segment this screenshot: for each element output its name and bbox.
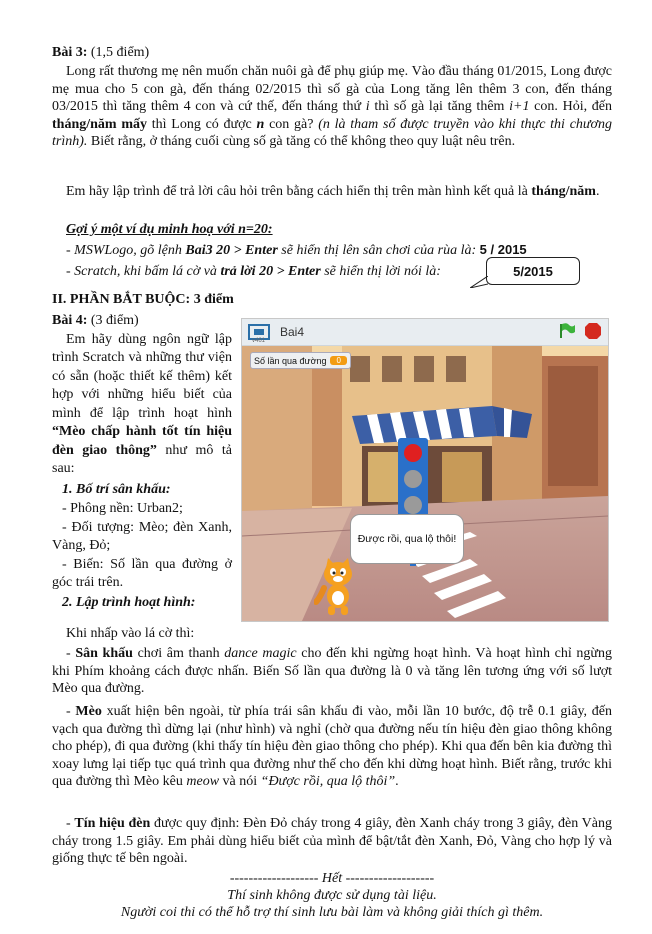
bai4-left-column bbox=[52, 312, 232, 612]
bai3-hint-mswlogo: - MSWLogo, gõ lệnh Bai3 20 > Enter sẽ hiển thị lên sân chơi của rùa là: 5 / 2015 bbox=[66, 242, 527, 258]
bai4-stage-heading: 1. Bố trí sân khấu: bbox=[62, 481, 171, 497]
cat-speech-bubble: Được rồi, qua lộ thôi! bbox=[350, 514, 464, 564]
bai4-heading: Bài 4: (3 điểm) bbox=[52, 313, 139, 328]
bai3-heading bbox=[52, 44, 612, 62]
bai3-paragraph-1: Long rất thương mẹ nên muốn chăn nuôi gà để phụ giúp mẹ. Vào đầu tháng 01/2015, Long được mẹ mua cho 5 con gà, đến tháng 02/2015 thì số gà của Long tăng lên thêm 3 con, đến tháng 03/2015 thì tăng thêm 4 con và cứ thế, đến tháng thứ i thì số gà lại tăng thêm i+1 con. Hỏi, đến tháng/năm mấy thì Long có được n con gà? (n là tham số được truyền vào khi thực thi chương trình). Biết rằng, ở tháng cuối cùng số gà tăng có thể không theo quy luật nêu trên. bbox=[52, 64, 613, 149]
bai3-title: Bài 3: bbox=[52, 45, 88, 60]
bai3-hint-scratch: - Scratch, khi bấm lá cờ và trả lời 20 > Enter sẽ hiển thị lời nói là: bbox=[66, 264, 441, 279]
footer-line-2: Người coi thi có thể hỗ trợ thí sinh lưu bài làm và không giải thích gì thêm. bbox=[120, 905, 544, 920]
bai4-program-heading: 2. Lập trình hoạt hình: bbox=[62, 594, 196, 610]
section-2-heading: II. PHẦN BẮT BUỘC: 3 điểm bbox=[52, 292, 234, 307]
green-flag-icon[interactable] bbox=[558, 322, 576, 343]
footer-line-1: Thí sinh không được sử dụng tài liệu. bbox=[227, 888, 437, 903]
bai4-paragraph-1: Em hãy dùng ngôn ngữ lập trình Scratch và những thư viện có sẵn (hoặc thiết kế thêm) kết hợp với những hiểu biết của mình để lập trình hoạt hình “Mèo chấp hành tốt tín hiệu đèn giao thông” như mô tả sau: bbox=[52, 331, 232, 476]
stage-version: v461 bbox=[252, 338, 266, 344]
bai3-paragraph-2: Em hãy lập trình để trả lời câu hỏi trên bằng cách hiển thị trên màn hình kết quả là tháng/năm. bbox=[66, 184, 600, 199]
stage-scene-urban2 bbox=[242, 346, 608, 621]
scratch-answer-box: 5/2015 bbox=[486, 257, 580, 285]
bai4-variable: - Biến: Số lần qua đường ở góc trái trên. bbox=[52, 556, 232, 590]
bai4-flag-intro: Khi nhấp vào lá cờ thì: bbox=[66, 626, 195, 641]
traffic-light[interactable] bbox=[398, 438, 428, 526]
monitor-value: 0 bbox=[330, 356, 346, 365]
yellow-light-icon bbox=[404, 470, 422, 488]
stop-sign-icon[interactable] bbox=[584, 322, 602, 343]
monitor-label: Số lần qua đường bbox=[254, 355, 327, 366]
scratch-stage-window bbox=[241, 318, 609, 622]
green-light-icon bbox=[404, 496, 422, 514]
footer-end: ------------------- Hết ------------------- bbox=[229, 871, 435, 886]
bai4-stage-description: - Sân khấu chơi âm thanh dance magic cho đến khi ngừng hoạt hình. Và hoạt hình chỉ ngừng khi Phím khoảng cách được nhấn. Biến Số lần qua đường là 0 và tăng lên tương ứng với số lượt Mèo qua đường. bbox=[52, 646, 612, 696]
bai3-hint-heading: Gợi ý một ví dụ minh hoạ với n=20: bbox=[66, 222, 273, 237]
footer bbox=[52, 870, 612, 921]
bai4-cat-description: - Mèo xuất hiện bên ngoài, từ phía trái sân khấu đi vào, mỗi lần 10 bước, độ trễ 0.1 giây, đến vạch qua đường thì dừng lại (như hình) và nghỉ (chờ qua đường nếu tín hiệu đèn giao thông không cho phép), đi qua đường (khi thấy tín hiệu đèn giao thông cho phép). Khi qua đến bên kia đường thì xoay lưng lại tiếp tục quá trình qua đường như thế cho đến khi dừng hoạt hình. Biết rằng, trước khi qua đường thì Mèo kêu meow và nói “Được rồi, qua lộ thôi”. bbox=[52, 704, 612, 789]
stage-title: Bai4 bbox=[280, 325, 305, 339]
bai4-background: - Phông nền: Urban2; bbox=[62, 500, 183, 516]
red-light-icon bbox=[404, 444, 422, 462]
crossing-count-monitor bbox=[250, 352, 351, 369]
cat-sprite[interactable] bbox=[314, 558, 362, 616]
bai3-points: (1,5 điểm) bbox=[87, 45, 150, 60]
stage-toolbar bbox=[242, 319, 608, 346]
bai4-objects: - Đối tượng: Mèo; đèn Xanh, Vàng, Đỏ; bbox=[52, 519, 232, 553]
bai4-signal-description: - Tín hiệu đèn được quy định: Đèn Đỏ cháy trong 4 giây, đèn Xanh cháy trong 3 giây, đèn Vàng cháy trong 1.5 giây. Em phải dùng hiểu biết của mình để bật/tắt đèn Xanh, Đỏ, Vàng cho hợp lý và giống thực tế bên ngoài. bbox=[52, 816, 612, 866]
